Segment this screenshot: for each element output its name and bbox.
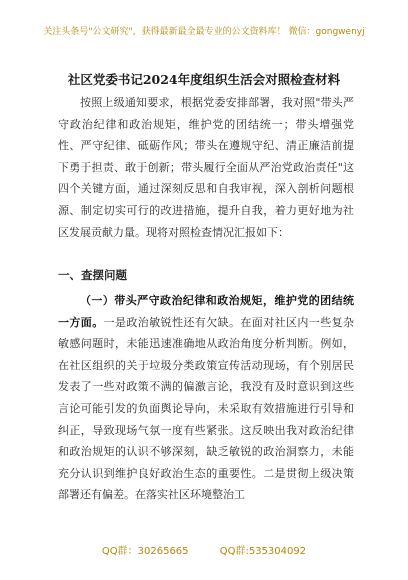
document-title: 社区党委书记2024年度组织生活会对照检查材料 [67, 72, 341, 87]
point-one-heading: （一）带头严守政治纪律和政治规矩，维护党的团结统一方面。 [58, 294, 354, 329]
section-heading: 一、查摆问题 [58, 268, 127, 282]
point-one-paragraph [58, 290, 354, 506]
intro-paragraph: 按照上级通知要求，根据党委安排部署，我对照"带头严守政治纪律和政治规矩，维护党的团结统一；带头增强党性、严守纪律、砥砺作风；带头在遵规守纪、清正廉洁前提下勇于担责、敢于创新；带头履行全面从严治党政治责任"这四个关键方面，通过深刻反思和自我审视，深入剖析问题根源、制定切实可行的改进措施，提升自我，着力更好地为社区发展贡献力量。现将对照检查情况汇报如下： [58, 96, 354, 239]
footer-qq-group-2: QQ群:535304092 [219, 546, 307, 557]
footer-qq-group-1: QQ群：30265665 [101, 546, 189, 557]
footer [0, 542, 408, 557]
header-banner: 关注头条号"公文研究"，获得最新最全最专业的公文资料库！ 微信：gongwenyj [43, 27, 365, 37]
point-one-text: 一是政治敏锐性还有欠缺。在面对社区内一些复杂敏感问题时，未能迅速准确地从政治角度分析判断。例如，在社区组织的关于垃圾分类政策宣传活动现场，有个别居民发表了一些对政策不满的偏激言论，我没有及时意识到这些言论可能引发的负面舆论导向，未采取有效措施进行引导和纠正，导致现场气氛一度有些紧张。这反映出我对政治纪律和政治规矩的认识不够深刻，缺乏敏锐的政治洞察力，未能充分认识到维护良好政治生态的重要性。二是贯彻上级决策部署还有偏差。在落实社区环境整治工 [58, 315, 355, 502]
